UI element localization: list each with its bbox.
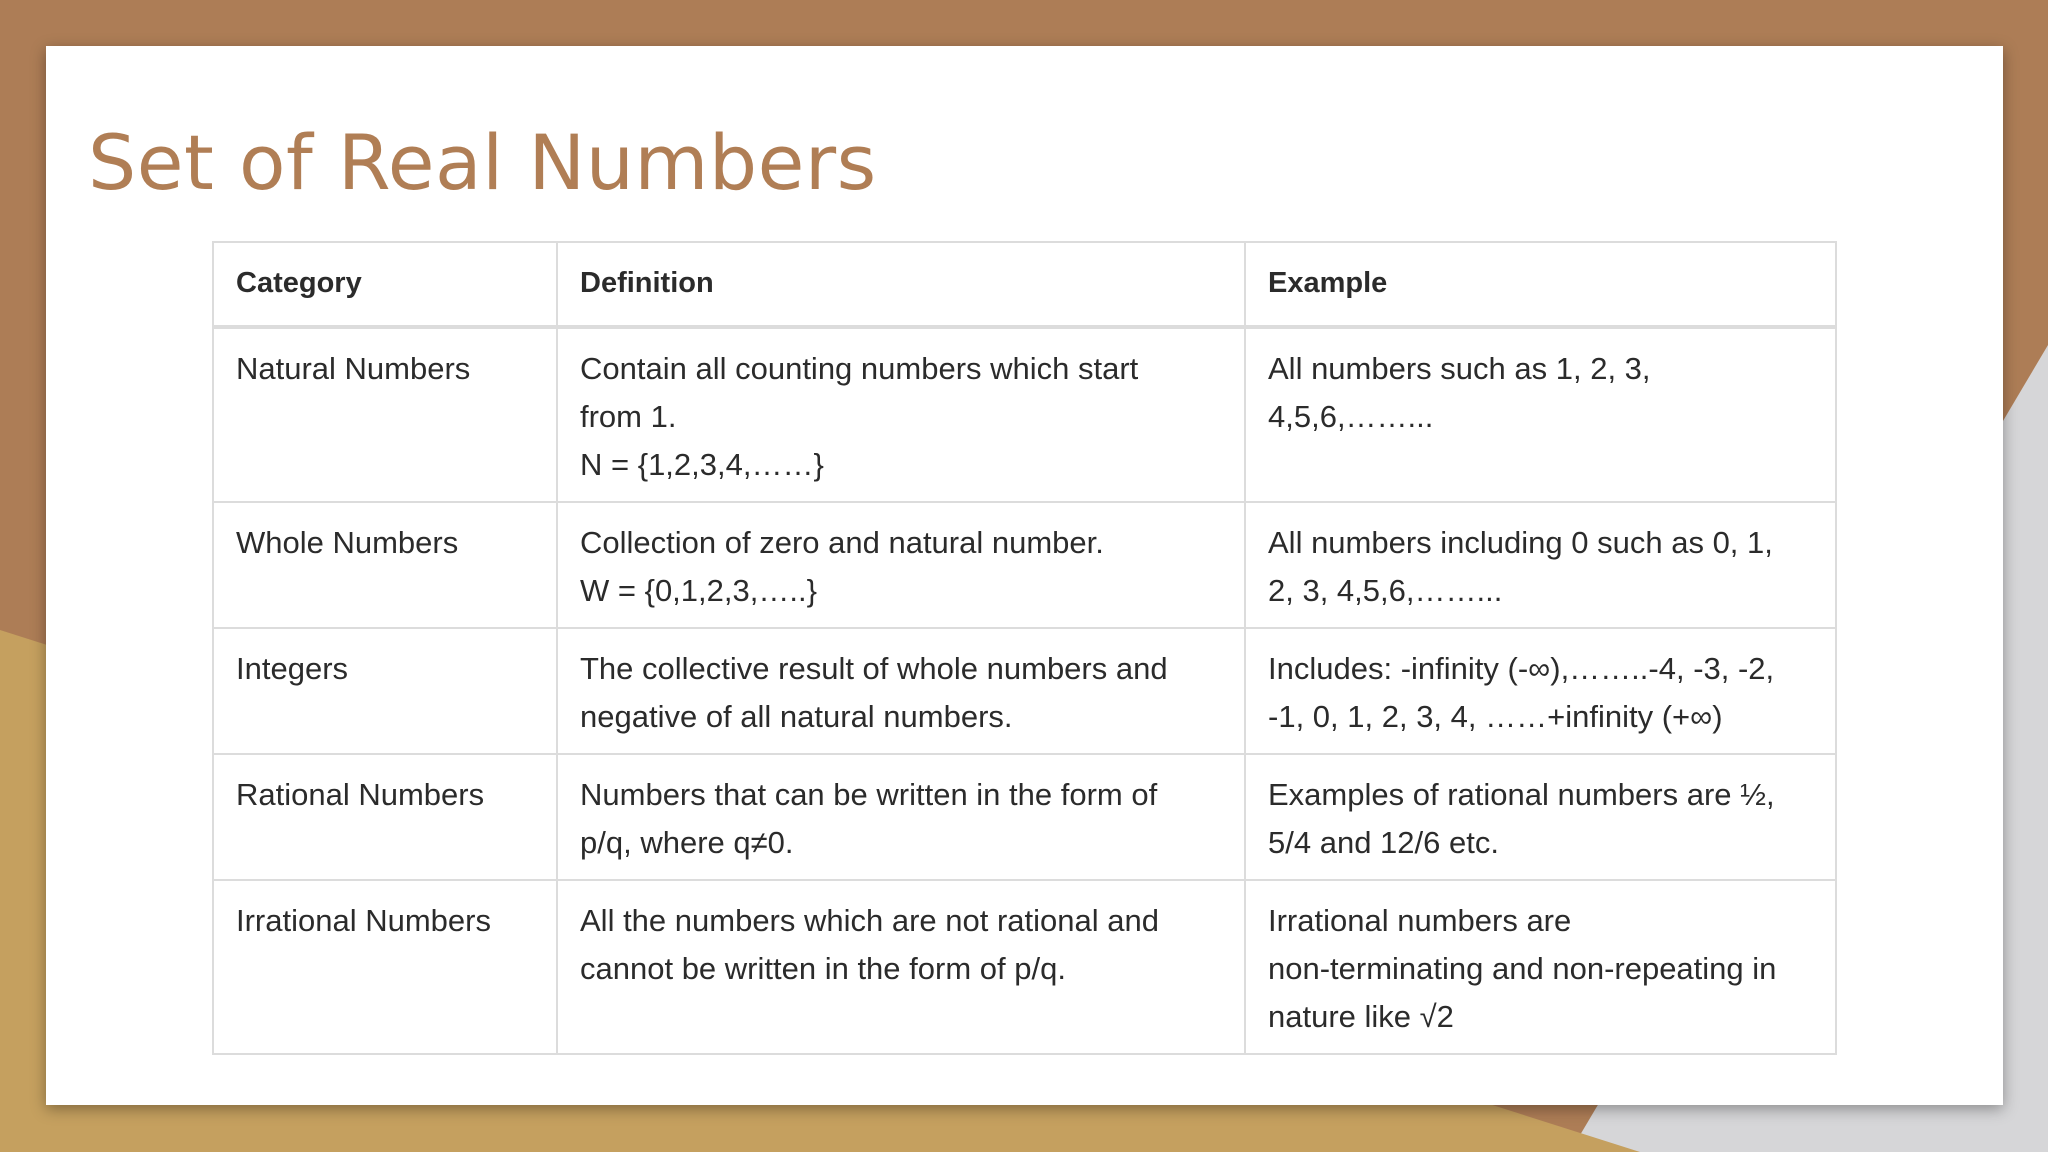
example-line: 2, 3, 4,5,6,……... [1268,573,1503,608]
real-numbers-table-container [212,241,1837,1055]
definition-line: from 1. [580,399,677,434]
table-row-integers [213,628,1836,754]
definition-line: The collective result of whole numbers and [580,651,1168,686]
category-text: Irrational Numbers [236,903,491,938]
header-category: Category [213,242,557,327]
category-text: Integers [236,651,349,686]
cell-definition [557,754,1245,880]
definition-line: All the numbers which are not rational and [580,903,1159,938]
example-line: 5/4 and 12/6 etc. [1268,825,1499,860]
example-line: Includes: -infinity (-∞),……..-4, -3, -2, [1268,651,1775,686]
category-text: Whole Numbers [236,525,459,560]
cell-category [213,754,557,880]
example-line: All numbers such as 1, 2, 3, 4,5,6,……... [1268,351,1651,434]
definition-line: p/q, where q≠0. [580,825,794,860]
example-line: non-terminating and non-repeating in [1268,951,1777,986]
example-line: All numbers including 0 such as 0, 1, [1268,525,1773,560]
definition-line: Collection of zero and natural number. [580,525,1104,560]
definition-line: cannot be written in the form of p/q. [580,951,1066,986]
definition-line: negative of all natural numbers. [580,699,1013,734]
cell-definition [557,327,1245,502]
cell-example [1245,880,1836,1054]
definition-line: Contain all counting numbers which start [580,351,1139,386]
definition-line: N = {1,2,3,4,……} [580,447,824,482]
cell-example [1245,754,1836,880]
example-line: nature like √2 [1268,999,1454,1034]
slide-card [46,46,2003,1105]
table-row-natural-numbers [213,327,1836,502]
example-line: Irrational numbers are [1268,903,1572,938]
cell-category [213,628,557,754]
cell-category [213,502,557,628]
cell-definition [557,502,1245,628]
cell-definition [557,628,1245,754]
cell-example [1245,502,1836,628]
table-row-rational-numbers [213,754,1836,880]
example-line: -1, 0, 1, 2, 3, 4, ……+infinity (+∞) [1268,699,1723,734]
cell-example [1245,327,1836,502]
table-row-irrational-numbers [213,880,1836,1054]
table-row-whole-numbers [213,502,1836,628]
cell-category [213,327,557,502]
definition-line: Numbers that can be written in the form of [580,777,1158,812]
page-title: Set of Real Numbers [88,118,877,207]
example-line: Examples of rational numbers are ½, [1268,777,1775,812]
cell-example [1245,628,1836,754]
category-text: Rational Numbers [236,777,485,812]
real-numbers-table [212,241,1837,1055]
table-header-row [213,242,1836,327]
cell-definition [557,880,1245,1054]
header-definition: Definition [557,242,1245,327]
category-text: Natural Numbers [236,351,471,386]
cell-category [213,880,557,1054]
definition-line: W = {0,1,2,3,…..} [580,573,817,608]
header-example: Example [1245,242,1836,327]
